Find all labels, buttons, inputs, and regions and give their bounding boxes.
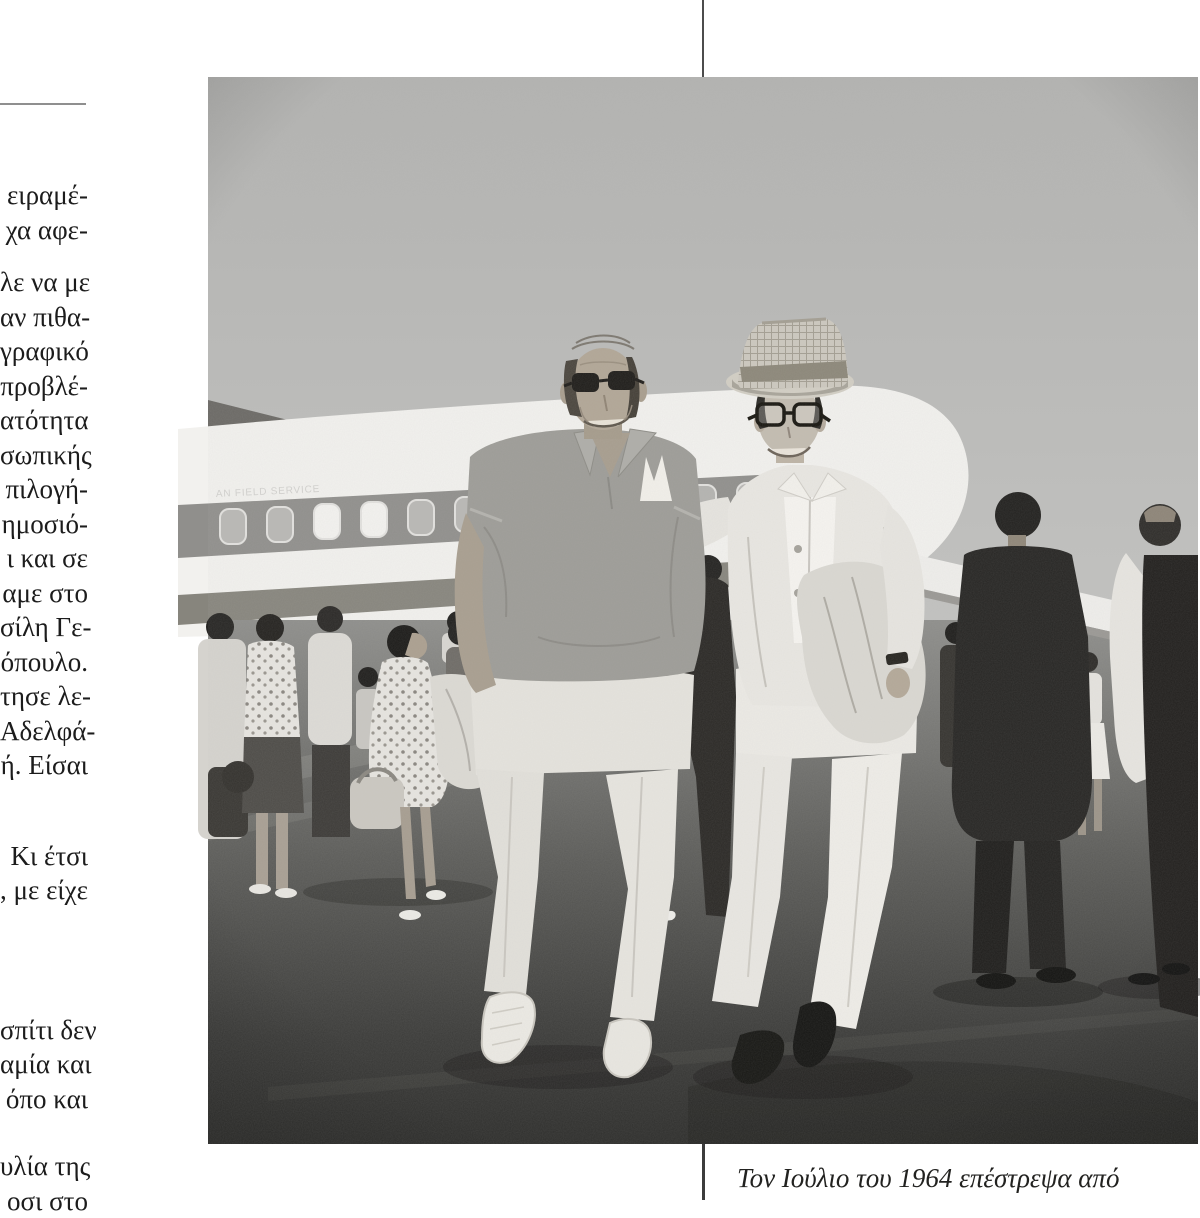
text-line: Αδελφά-: [0, 714, 88, 749]
text-line: πιλογή-: [0, 472, 88, 507]
text-line: σίλη Γε-: [0, 610, 88, 645]
left-column-rule: [0, 103, 86, 105]
text-line: ή. Είσαι: [0, 748, 88, 783]
paragraph: [0, 178, 88, 247]
text-line: λε να με: [0, 265, 88, 300]
text-line: γραφικό: [0, 334, 88, 369]
paragraph: [0, 1149, 88, 1218]
text-line: ι και σε: [0, 541, 88, 576]
film-grain: [208, 77, 1198, 1144]
text-line: ειραμέ-: [0, 178, 88, 213]
text-line: υλία της: [0, 1149, 88, 1184]
text-line: αν πιθα-: [0, 300, 88, 335]
paragraph: [0, 1013, 88, 1117]
photo-caption: Τον Ιούλιο του 1964 επέστρεψα από: [737, 1161, 1157, 1195]
text-line: αμία και: [0, 1047, 88, 1082]
paragraph: [0, 839, 88, 908]
photo-illustration: [208, 77, 1198, 1144]
text-line: οσι στο: [0, 1184, 88, 1218]
text-line: σπίτι δεν: [0, 1013, 88, 1048]
text-line: τησε λε-: [0, 679, 88, 714]
text-line: προβλέ-: [0, 369, 88, 404]
text-line: ημοσιό-: [0, 507, 88, 542]
text-line: Κι έτσι: [0, 839, 88, 874]
text-line: όπο και: [0, 1082, 88, 1117]
text-line: όπουλο.: [0, 645, 88, 680]
text-line: χα αφε-: [0, 213, 88, 248]
text-line: , με είχε: [0, 873, 88, 908]
caption-rule: [702, 1144, 705, 1200]
left-text-column: [0, 178, 88, 1218]
top-divider-rule: [702, 0, 704, 77]
paragraph: [0, 265, 88, 783]
text-line: αμε στο: [0, 576, 88, 611]
text-line: σωπικής: [0, 438, 88, 473]
photograph: [208, 77, 1198, 1144]
text-line: ατότητα: [0, 403, 88, 438]
